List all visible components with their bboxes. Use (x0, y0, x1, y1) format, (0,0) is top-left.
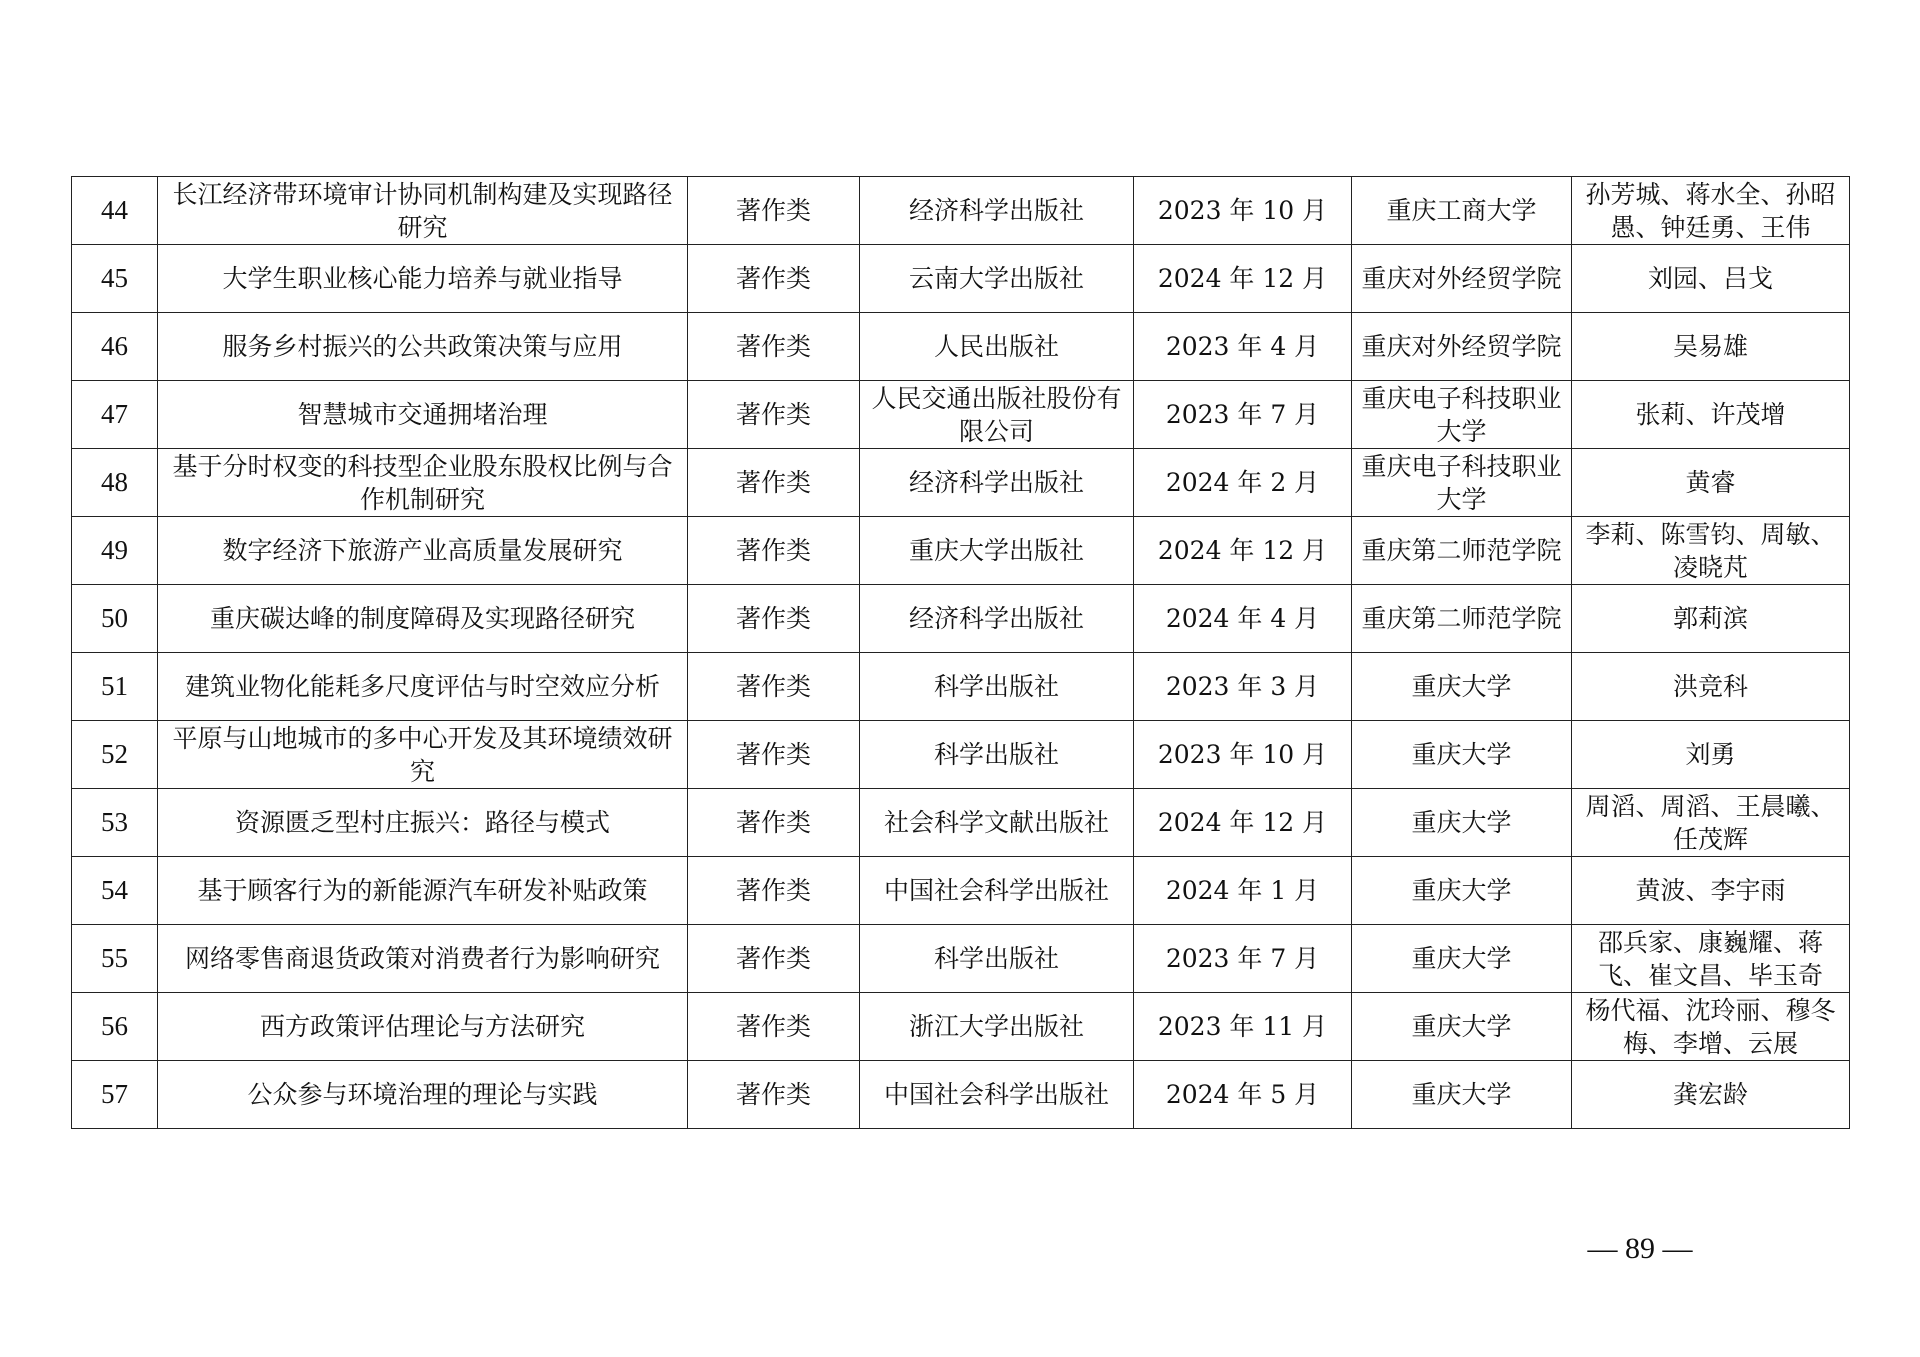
table-row (72, 245, 1850, 313)
work-title: 长江经济带环境审计协同机制构建及实现路径研究 (158, 177, 688, 245)
publish-date: 2023 年 10 月 (1134, 721, 1352, 789)
authors: 吴易雄 (1572, 313, 1850, 381)
publisher: 浙江大学出版社 (860, 993, 1134, 1061)
publisher: 科学出版社 (860, 653, 1134, 721)
publish-date: 2024 年 12 月 (1134, 517, 1352, 585)
table-row (72, 177, 1850, 245)
work-title: 建筑业物化能耗多尺度评估与时空效应分析 (158, 653, 688, 721)
work-title: 西方政策评估理论与方法研究 (158, 993, 688, 1061)
table-row (72, 993, 1850, 1061)
publish-date: 2023 年 11 月 (1134, 993, 1352, 1061)
row-number: 57 (72, 1061, 158, 1129)
publisher: 科学出版社 (860, 925, 1134, 993)
work-title: 网络零售商退货政策对消费者行为影响研究 (158, 925, 688, 993)
row-number: 54 (72, 857, 158, 925)
work-type: 著作类 (688, 857, 860, 925)
work-type: 著作类 (688, 721, 860, 789)
work-title: 数字经济下旅游产业高质量发展研究 (158, 517, 688, 585)
work-title: 资源匮乏型村庄振兴：路径与模式 (158, 789, 688, 857)
work-title: 公众参与环境治理的理论与实践 (158, 1061, 688, 1129)
institution: 重庆对外经贸学院 (1352, 313, 1572, 381)
table-row (72, 1061, 1850, 1129)
publisher: 人民交通出版社股份有限公司 (860, 381, 1134, 449)
authors: 郭莉滨 (1572, 585, 1850, 653)
work-type: 著作类 (688, 381, 860, 449)
page-number: — 89 — (1587, 1232, 1693, 1265)
publish-date: 2023 年 3 月 (1134, 653, 1352, 721)
publisher: 社会科学文献出版社 (860, 789, 1134, 857)
table-row (72, 925, 1850, 993)
institution: 重庆大学 (1352, 993, 1572, 1061)
table-row (72, 653, 1850, 721)
authors: 黄睿 (1572, 449, 1850, 517)
institution: 重庆第二师范学院 (1352, 585, 1572, 653)
publisher: 经济科学出版社 (860, 585, 1134, 653)
work-title: 基于分时权变的科技型企业股东股权比例与合作机制研究 (158, 449, 688, 517)
institution: 重庆大学 (1352, 1061, 1572, 1129)
publish-date: 2023 年 7 月 (1134, 381, 1352, 449)
publisher: 科学出版社 (860, 721, 1134, 789)
table-row (72, 449, 1850, 517)
row-number: 56 (72, 993, 158, 1061)
work-type: 著作类 (688, 585, 860, 653)
work-type: 著作类 (688, 313, 860, 381)
work-type: 著作类 (688, 925, 860, 993)
work-type: 著作类 (688, 993, 860, 1061)
publish-date: 2024 年 12 月 (1134, 245, 1352, 313)
publisher: 云南大学出版社 (860, 245, 1134, 313)
publisher: 经济科学出版社 (860, 449, 1134, 517)
work-title: 智慧城市交通拥堵治理 (158, 381, 688, 449)
table-row (72, 857, 1850, 925)
publish-date: 2024 年 2 月 (1134, 449, 1352, 517)
publisher: 中国社会科学出版社 (860, 1061, 1134, 1129)
row-number: 49 (72, 517, 158, 585)
publisher: 中国社会科学出版社 (860, 857, 1134, 925)
row-number: 53 (72, 789, 158, 857)
table-body (72, 177, 1850, 1129)
work-type: 著作类 (688, 449, 860, 517)
authors: 杨代福、沈玲丽、穆冬梅、李增、云展 (1572, 993, 1850, 1061)
authors: 黄波、李宇雨 (1572, 857, 1850, 925)
publisher: 经济科学出版社 (860, 177, 1134, 245)
work-type: 著作类 (688, 653, 860, 721)
row-number: 45 (72, 245, 158, 313)
institution: 重庆工商大学 (1352, 177, 1572, 245)
authors: 龚宏龄 (1572, 1061, 1850, 1129)
table-row (72, 585, 1850, 653)
authors: 刘勇 (1572, 721, 1850, 789)
table-row (72, 789, 1850, 857)
authors: 邵兵家、康巍耀、蒋飞、崔文昌、毕玉奇 (1572, 925, 1850, 993)
row-number: 51 (72, 653, 158, 721)
achievement-table (71, 176, 1850, 1129)
institution: 重庆大学 (1352, 789, 1572, 857)
row-number: 52 (72, 721, 158, 789)
institution: 重庆第二师范学院 (1352, 517, 1572, 585)
institution: 重庆电子科技职业大学 (1352, 381, 1572, 449)
row-number: 50 (72, 585, 158, 653)
publisher: 人民出版社 (860, 313, 1134, 381)
row-number: 44 (72, 177, 158, 245)
publish-date: 2023 年 10 月 (1134, 177, 1352, 245)
publish-date: 2024 年 1 月 (1134, 857, 1352, 925)
work-title: 平原与山地城市的多中心开发及其环境绩效研究 (158, 721, 688, 789)
work-type: 著作类 (688, 517, 860, 585)
table-row (72, 721, 1850, 789)
work-type: 著作类 (688, 245, 860, 313)
institution: 重庆大学 (1352, 653, 1572, 721)
work-title: 服务乡村振兴的公共政策决策与应用 (158, 313, 688, 381)
publish-date: 2023 年 4 月 (1134, 313, 1352, 381)
institution: 重庆大学 (1352, 721, 1572, 789)
work-title: 基于顾客行为的新能源汽车研发补贴政策 (158, 857, 688, 925)
authors: 张莉、许茂增 (1572, 381, 1850, 449)
work-type: 著作类 (688, 1061, 860, 1129)
institution: 重庆对外经贸学院 (1352, 245, 1572, 313)
work-type: 著作类 (688, 177, 860, 245)
table-row (72, 517, 1850, 585)
institution: 重庆电子科技职业大学 (1352, 449, 1572, 517)
table-row (72, 381, 1850, 449)
table-row (72, 313, 1850, 381)
publish-date: 2024 年 5 月 (1134, 1061, 1352, 1129)
institution: 重庆大学 (1352, 857, 1572, 925)
authors: 周滔、周滔、王晨曦、任茂辉 (1572, 789, 1850, 857)
work-title: 重庆碳达峰的制度障碍及实现路径研究 (158, 585, 688, 653)
work-type: 著作类 (688, 789, 860, 857)
publish-date: 2024 年 12 月 (1134, 789, 1352, 857)
authors: 李莉、陈雪钧、周敏、凌晓芃 (1572, 517, 1850, 585)
authors: 孙芳城、蒋水全、孙昭愚、钟廷勇、王伟 (1572, 177, 1850, 245)
row-number: 47 (72, 381, 158, 449)
authors: 刘园、吕戈 (1572, 245, 1850, 313)
publisher: 重庆大学出版社 (860, 517, 1134, 585)
work-title: 大学生职业核心能力培养与就业指导 (158, 245, 688, 313)
authors: 洪竞科 (1572, 653, 1850, 721)
row-number: 48 (72, 449, 158, 517)
publish-date: 2024 年 4 月 (1134, 585, 1352, 653)
publish-date: 2023 年 7 月 (1134, 925, 1352, 993)
institution: 重庆大学 (1352, 925, 1572, 993)
row-number: 55 (72, 925, 158, 993)
row-number: 46 (72, 313, 158, 381)
